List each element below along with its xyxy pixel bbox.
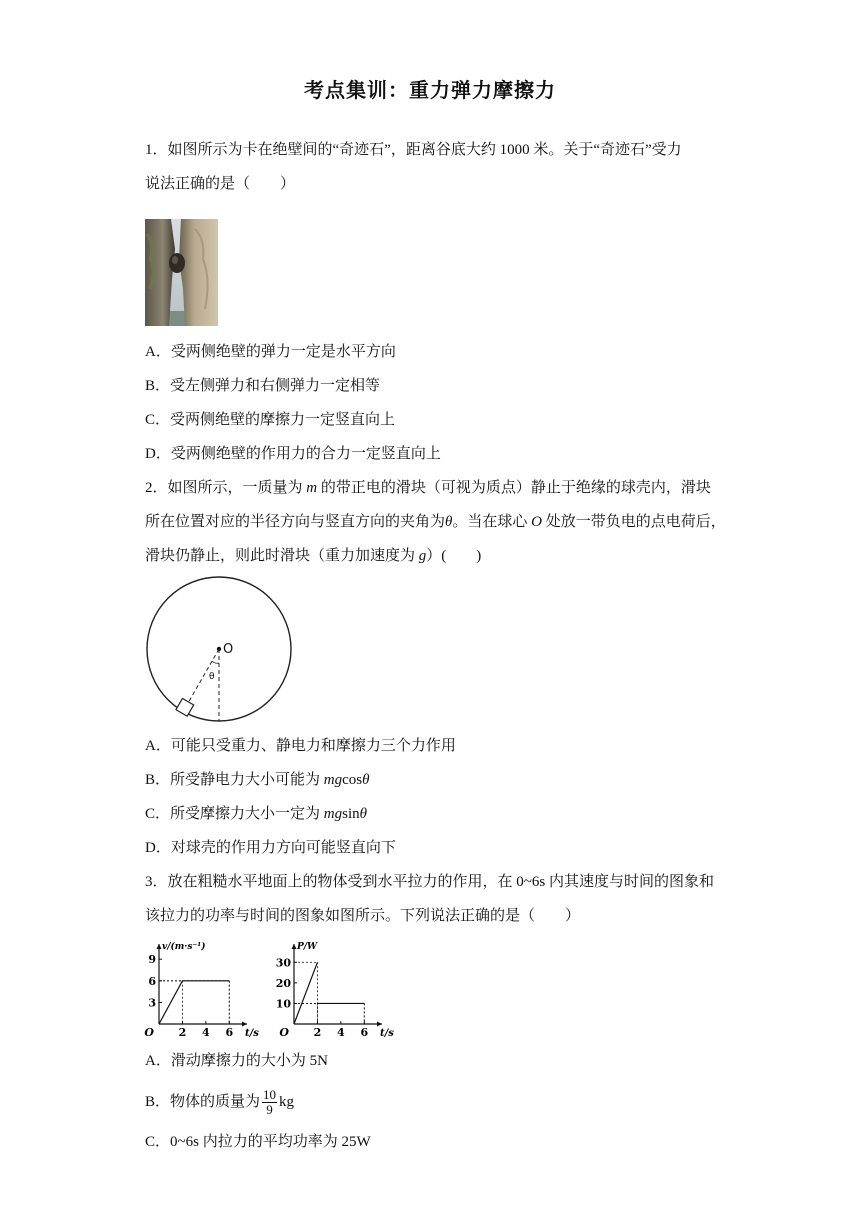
q1-stem-line1: 1．如图所示为卡在绝壁间的“奇迹石”，距离谷底大约 1000 米。关于“奇迹石”受力: [145, 142, 682, 158]
angle-arc: [212, 661, 219, 663]
y-tick-label: 10: [275, 997, 291, 1011]
q1-option-a: A．受两侧绝壁的弹力一定是水平方向: [145, 344, 396, 360]
y-tick-label: 20: [275, 976, 291, 990]
x-tick-label: 4: [337, 1026, 345, 1039]
y-tick-label: 9: [148, 953, 156, 967]
q2-stem-line2: 所在位置对应的半径方向与竖直方向的夹角为θ。当在球心 O 处放一带负电的点电荷后，: [145, 514, 726, 530]
y-axis-arrow: [157, 944, 162, 949]
x-axis-label: t/s: [245, 1028, 259, 1039]
q2-option-a: A．可能只受重力、静电力和摩擦力三个力作用: [145, 738, 456, 754]
q2-stem-line3: 滑块仍静止，则此时滑块（重力加速度为 g）( ): [145, 548, 482, 564]
x-tick-label: 6: [225, 1026, 234, 1039]
slider-block: [176, 698, 194, 716]
q1-option-c: C．受两侧绝壁的摩擦力一定竖直向上: [145, 412, 396, 428]
x-tick-label: 6: [360, 1026, 369, 1039]
q3-option-a: A．滑动摩擦力的大小为 5N: [145, 1053, 328, 1069]
q1-stem-line2: 说法正确的是（ ）: [145, 176, 296, 192]
series-line: [159, 981, 229, 1024]
miracle-rock-photo: [145, 219, 218, 326]
q3-option-b: B．物体的质量为 $\frac{10}{9}$ kg: [145, 1087, 295, 1118]
y-axis-label: v/(m·s⁻¹): [162, 942, 206, 952]
origin-label: O: [144, 1026, 154, 1039]
y-axis-arrow: [292, 944, 297, 949]
velocity-time-chart: [143, 940, 258, 1043]
x-axis-arrow: [242, 1022, 247, 1027]
x-tick-label: 2: [178, 1026, 187, 1039]
y-tick-label: 30: [275, 956, 291, 970]
q3-stem-line2: 该拉力的功率与时间的图象如图所示。下列说法正确的是（ ）: [145, 908, 581, 924]
angle-label-theta: θ: [209, 672, 215, 682]
x-tick-label: 2: [313, 1026, 322, 1039]
series-line: [294, 962, 364, 1024]
q2-option-c: C．所受摩擦力大小一定为 mgsinθ: [145, 806, 367, 822]
q1-option-d: D．受两侧绝壁的作用力的合力一定竖直向上: [145, 446, 441, 462]
q2-option-b: B．所受静电力大小可能为 mgcosθ: [145, 772, 370, 788]
q2-stem-line1: 2．如图所示，一质量为 m 的带正电的滑块（可视为质点）静止于绝缘的球壳内，滑块: [145, 480, 711, 496]
y-tick-label: 6: [148, 974, 156, 988]
origin-label: O: [279, 1026, 289, 1039]
x-tick-label: 4: [202, 1026, 210, 1039]
power-time-chart: [275, 940, 394, 1043]
q1-option-b: B．受左侧弹力和右侧弹力一定相等: [145, 378, 381, 394]
spherical-shell-diagram: [143, 586, 295, 731]
x-axis-label: t/s: [380, 1028, 394, 1039]
q2-option-d: D．对球壳的作用力方向可能竖直向下: [145, 840, 396, 856]
y-axis-label: P/W: [297, 942, 318, 952]
y-tick-label: 3: [148, 996, 156, 1010]
x-axis-arrow: [377, 1022, 382, 1027]
page-title: 考点集训：重力弹力摩擦力: [304, 78, 556, 102]
center-label-o: O: [223, 642, 234, 657]
mass-fraction: $\frac{10}{9}$: [263, 1087, 277, 1118]
q3-stem-line1: 3．放在粗糙水平地面上的物体受到水平拉力的作用，在 0~6s 内其速度与时间的图象和: [145, 874, 714, 890]
q3-option-c: C．0~6s 内拉力的平均功率为 25W: [145, 1134, 371, 1150]
